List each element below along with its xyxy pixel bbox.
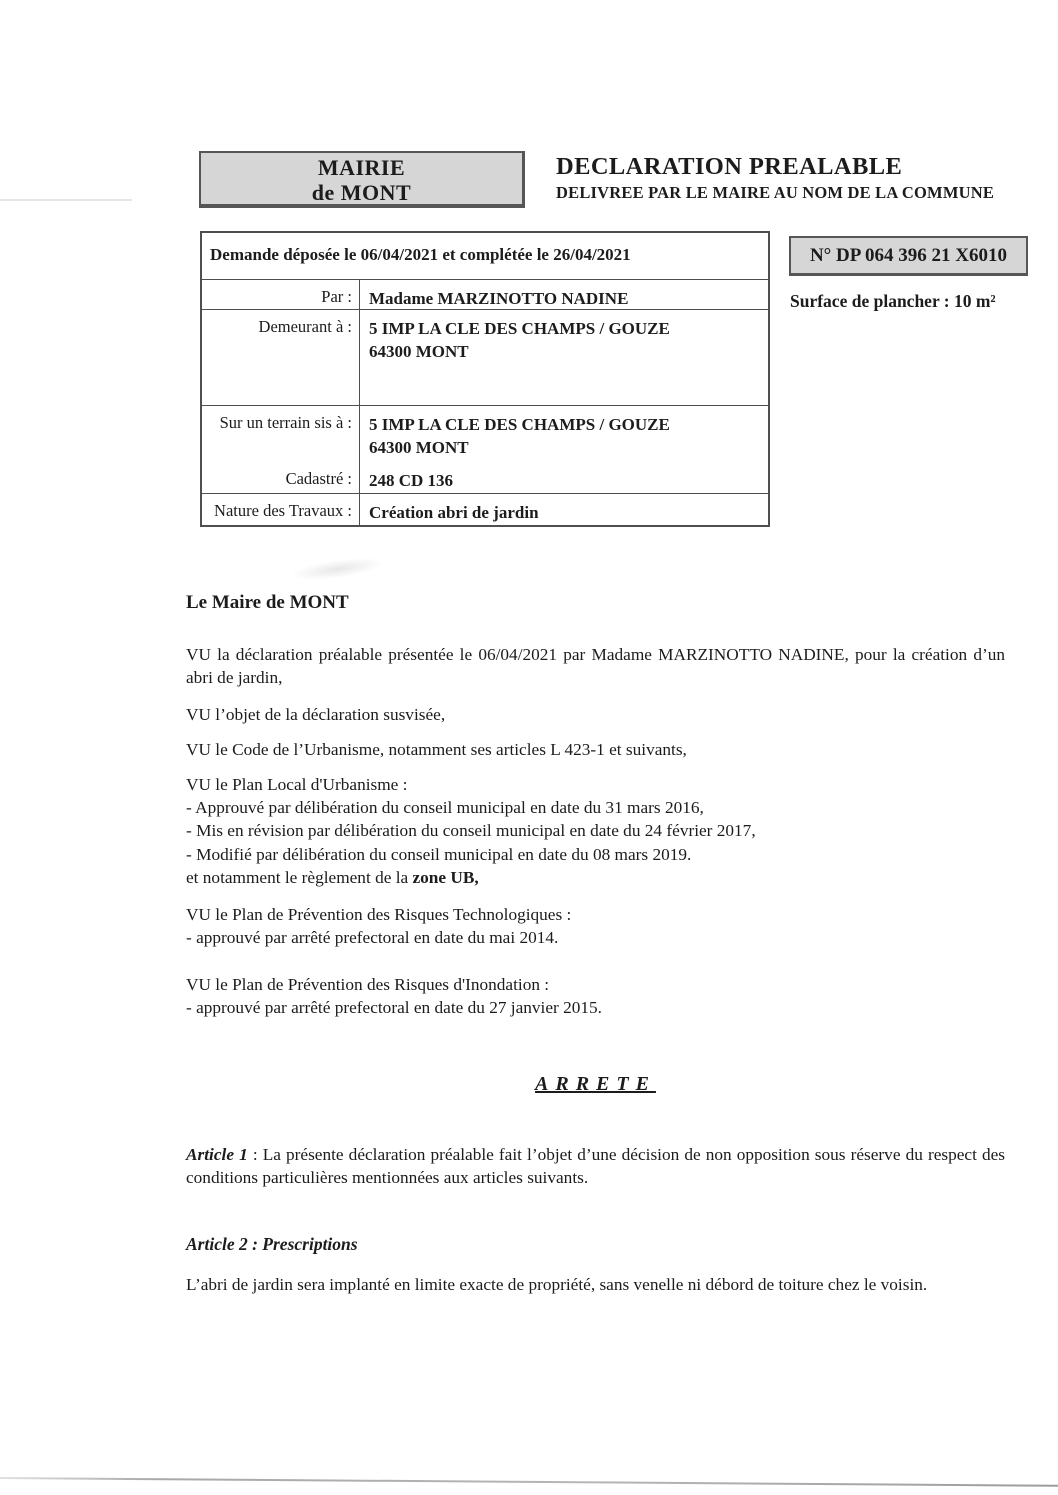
terrain-value-gap: [369, 459, 762, 469]
vu-declaration-paragraph: VU la déclaration préalable présentée le 06/04/2021 par Madame MARZINOTTO NADINE, pour la création d’un abri de jardin,: [186, 645, 1005, 688]
dossier-number-box: [789, 236, 1028, 276]
terrain-address-line2: 64300 MONT: [369, 438, 469, 457]
vu-plu-heading: VU le Plan Local d'Urbanisme :: [186, 775, 408, 794]
scan-artifact-line-top: [0, 199, 132, 201]
terrain-label: Sur un terrain sis à :: [219, 413, 352, 432]
nature-label: Nature des Travaux :: [202, 494, 360, 525]
vu-plu-item-1: - Approuvé par délibération du conseil municipal en date du 31 mars 2016,: [186, 798, 704, 818]
article-1-label: Article 1: [186, 1145, 248, 1164]
article-2-heading: Article 2 : Prescriptions: [186, 1234, 358, 1254]
par-value: Madame MARZINOTTO NADINE: [369, 289, 629, 308]
terrain-value: [360, 406, 768, 493]
vu-plu-item-2: - Mis en révision par délibération du conseil municipal en date du 24 février 2017,: [186, 821, 756, 841]
table-row-terrain: [202, 405, 768, 493]
deposit-line: Demande déposée le 06/04/2021 et complétée le 26/04/2021: [210, 245, 631, 264]
table-row-deposit: [202, 233, 768, 279]
maire-heading: Le Maire de MONT: [186, 592, 349, 613]
terrain-label-cell: [202, 406, 360, 493]
vu-pprt-item: - approuvé par arrêté prefectoral en date du mai 2014.: [186, 928, 559, 948]
demeurant-address-line1: 5 IMP LA CLE DES CHAMPS / GOUZE: [369, 319, 670, 338]
mairie-name-line1: MAIRIE: [317, 155, 406, 180]
table-row-demeurant: [202, 309, 768, 405]
article-1-text: : La présente déclaration préalable fait l’objet d’une décision de non opposition sous réserve du respect des conditions particulières mentionnées aux articles suivants.: [186, 1145, 1005, 1188]
scan-artifact-smudge: [289, 553, 386, 584]
vu-pprt-heading: VU le Plan de Prévention des Risques Technologiques :: [186, 905, 572, 924]
page-subtitle: DELIVREE PAR LE MAIRE AU NOM DE LA COMMUNE: [556, 183, 995, 202]
vu-ppri-heading: VU le Plan de Prévention des Risques d'Inondation :: [186, 975, 550, 994]
vu-ppri-paragraph: [186, 973, 1005, 1019]
demeurant-value: [360, 310, 768, 405]
page-title: DECLARATION PREALABLE: [556, 153, 903, 180]
demeurant-label: Demeurant à :: [202, 310, 360, 405]
vu-ppri-item: - approuvé par arrêté prefectoral en date du 27 janvier 2015.: [186, 998, 602, 1018]
par-label: Par :: [202, 280, 360, 309]
table-row-par: [202, 279, 768, 309]
document-title-block: [556, 153, 1026, 203]
scan-artifact-line-bottom: [0, 1477, 1058, 1487]
surface-plancher: Surface de plancher : 10 m²: [790, 291, 996, 311]
terrain-address-line1: 5 IMP LA CLE DES CHAMPS / GOUZE: [369, 415, 670, 434]
vu-plu-zone: zone UB,: [412, 867, 479, 887]
dossier-number: N° DP 064 396 21 X6010: [809, 245, 1008, 266]
vu-pprt-paragraph: [186, 903, 1005, 949]
vu-plu-item-3: - Modifié par délibération du conseil municipal en date du 08 mars 2019.: [186, 844, 692, 864]
vu-plu-footer-prefix: et notamment le règlement de la: [186, 867, 413, 887]
arrete-heading: [186, 1073, 1005, 1096]
vu-objet-paragraph: VU l’objet de la déclaration susvisée,: [186, 705, 446, 724]
prescription-paragraph: L’abri de jardin sera implanté en limite exacte de propriété, sans venelle ni débord de toiture chez le voisin.: [186, 1275, 928, 1294]
application-details-table: [200, 231, 770, 527]
arrete-title: ARRETE: [535, 1073, 656, 1095]
mairie-stamp-box: [199, 151, 525, 208]
mairie-name-line2: de MONT: [311, 180, 412, 205]
demeurant-address-line2: 64300 MONT: [369, 342, 469, 361]
vu-code-urbanisme-paragraph: VU le Code de l’Urbanisme, notamment ses articles L 423-1 et suivants,: [186, 740, 687, 759]
cadastre-value: 248 CD 136: [369, 471, 454, 490]
cadastre-label: Cadastré :: [285, 469, 352, 488]
vu-plu-paragraph: [186, 773, 1005, 889]
table-row-nature: [202, 493, 768, 525]
article-1-paragraph: [186, 1143, 1005, 1189]
nature-value: Création abri de jardin: [369, 503, 539, 522]
vu-plu-footer: [186, 866, 1005, 889]
